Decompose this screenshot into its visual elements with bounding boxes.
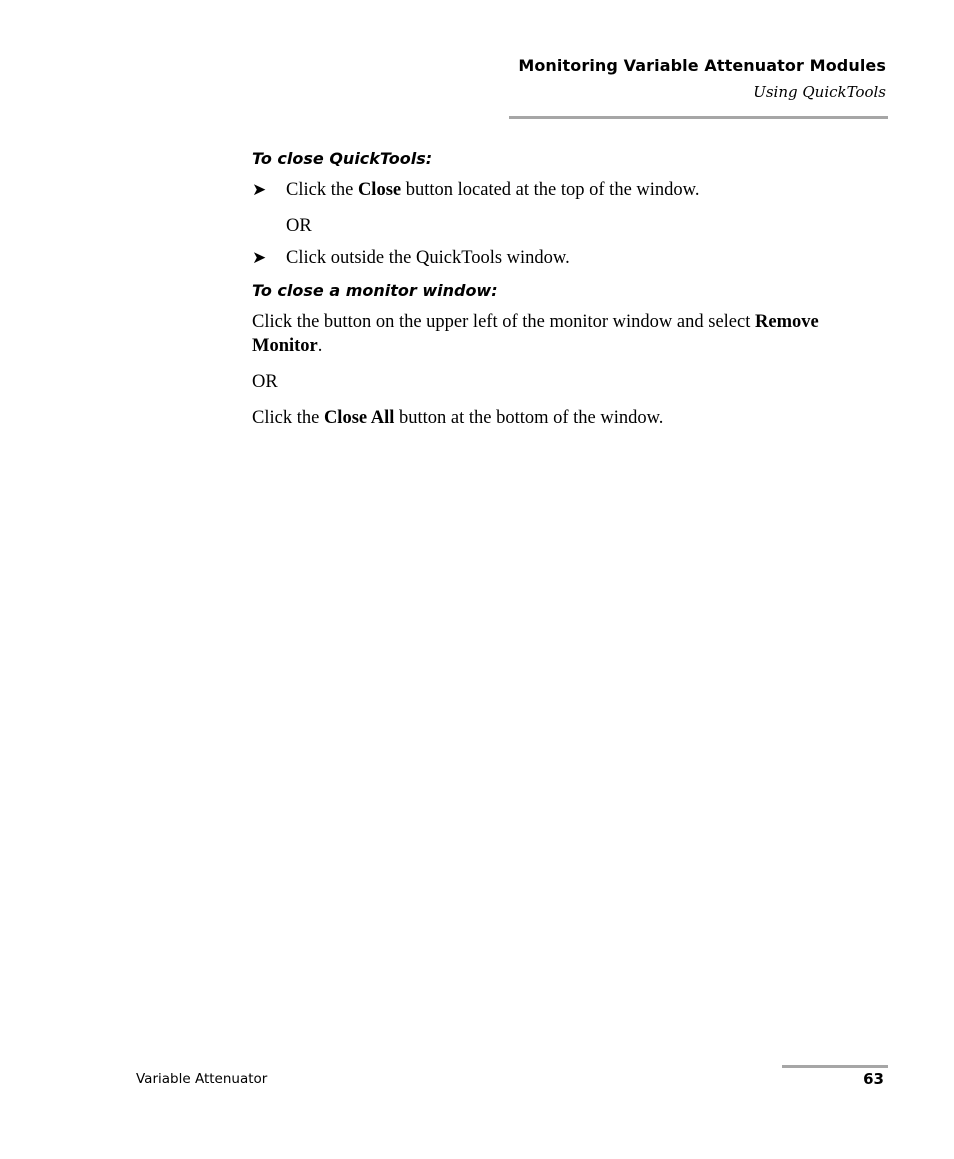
- header-divider: [509, 116, 888, 119]
- para-text-post: button at the bottom of the window.: [394, 408, 664, 428]
- step-text: [286, 178, 872, 202]
- page-number: 63: [863, 1070, 884, 1088]
- footer-product-name: Variable Attenuator: [136, 1071, 268, 1087]
- paragraph-close-all: [252, 406, 872, 430]
- or-separator: OR: [252, 372, 278, 392]
- step-click-outside: [252, 246, 872, 270]
- section-subtitle: Using QuickTools: [753, 83, 886, 101]
- arrow-bullet-icon: ➤: [252, 248, 267, 267]
- para-text-bold: Remove Monitor: [252, 312, 819, 356]
- para-text-pre: Click the button on the upper left of the monitor window and select: [252, 312, 755, 332]
- page-body: [252, 148, 872, 430]
- running-header: [518, 56, 886, 101]
- para-text-bold: Close All: [323, 408, 395, 428]
- procedure-heading-close-quicktools: To close QuickTools:: [252, 149, 433, 168]
- paragraph-remove-monitor: [252, 310, 872, 358]
- footer-divider: [782, 1065, 888, 1068]
- para-text-post: .: [317, 336, 323, 356]
- procedure-heading-close-monitor: To close a monitor window:: [252, 281, 498, 300]
- step-text-post: button located at the top of the window.: [401, 180, 700, 200]
- para-text-pre: Click the: [252, 408, 324, 428]
- or-separator: OR: [286, 216, 312, 236]
- step-click-close: [252, 178, 872, 202]
- chapter-title: Monitoring Variable Attenuator Modules: [518, 56, 886, 75]
- step-text-bold: Close: [357, 180, 402, 200]
- step-text-pre: Click the: [286, 180, 358, 200]
- arrow-bullet-icon: ➤: [252, 180, 267, 199]
- step-text: Click outside the QuickTools window.: [286, 248, 570, 268]
